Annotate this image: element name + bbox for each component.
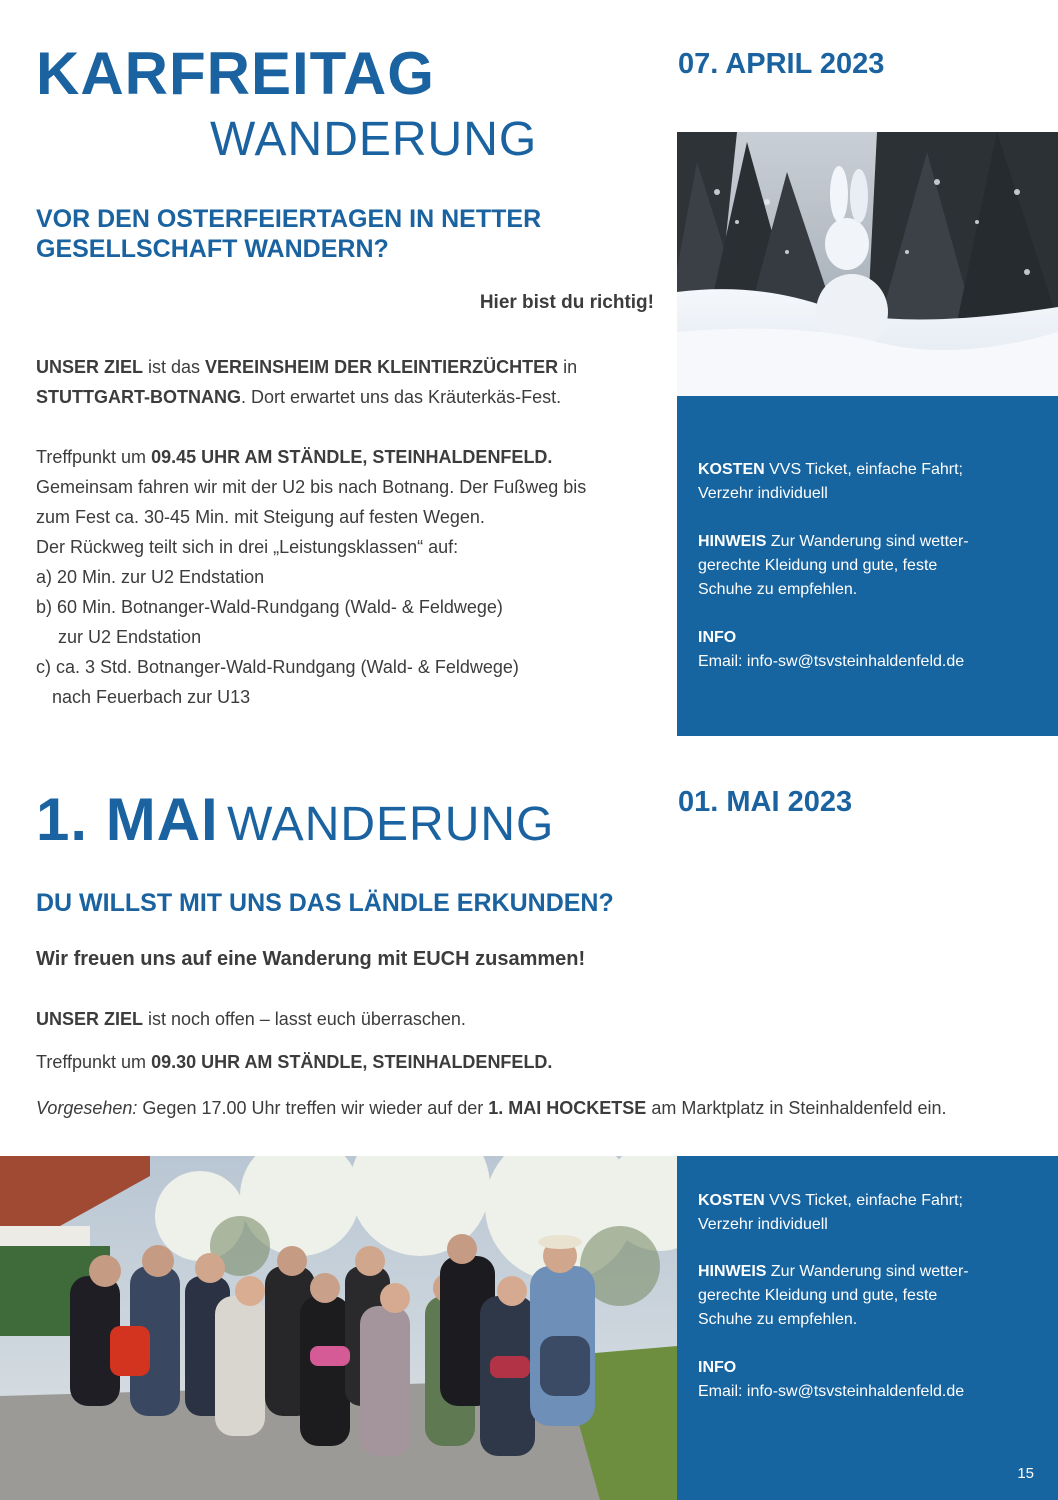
panel-hinweis xyxy=(698,530,1048,602)
kosten-label: KOSTEN xyxy=(698,1192,765,1209)
karfreitag-subtitle-line2: GESELLSCHAFT WANDERN? xyxy=(36,235,389,263)
treff-line: zur U2 Endstation xyxy=(58,627,202,647)
info-label: INFO xyxy=(698,1359,737,1376)
treff-line: Gemeinsam fahren wir mit der U2 bis nach Botnang. Der Fußweg bis xyxy=(36,477,587,497)
panel-hinweis xyxy=(698,1260,1048,1332)
karfreitag-treffpunkt xyxy=(36,442,656,712)
treff-line: c) ca. 3 Std. Botnanger-Wald-Rundgang (Wald- & Feldwege) xyxy=(36,657,519,677)
vorgesehen-label: Vorgesehen: xyxy=(36,1098,138,1118)
ziel-text2: in xyxy=(558,357,578,377)
mai-title xyxy=(36,786,555,853)
karfreitag-title: KARFREITAG xyxy=(36,40,435,107)
treff-prefix: Treffpunkt um xyxy=(36,447,152,467)
mai-ziel-label: UNSER ZIEL xyxy=(36,1009,144,1029)
panel-kosten xyxy=(698,458,1048,506)
info-email-link[interactable]: Email: info-sw@tsvsteinhaldenfeld.de xyxy=(698,1383,965,1400)
panel-kosten xyxy=(698,1189,1048,1237)
snow-bunny-photo xyxy=(677,132,1058,396)
karfreitag-subtitle xyxy=(36,204,541,264)
ziel-text3: . Dort erwartet uns das Kräuterkäs-Fest. xyxy=(240,387,562,407)
treff-line: Der Rückweg teilt sich in drei „Leistungsklassen“ auf: xyxy=(36,537,459,557)
mai-vorgesehen xyxy=(36,1093,1036,1123)
karfreitag-tagline: Hier bist du richtig! xyxy=(479,292,654,313)
karfreitag-ziel xyxy=(36,352,656,412)
mai-date: 01. MAI 2023 xyxy=(678,786,853,818)
group-photo xyxy=(0,1156,677,1500)
mai-title-bold: 1. MAI xyxy=(36,786,219,853)
page-number: 15 xyxy=(1017,1465,1034,1482)
mai-treff-prefix: Treffpunkt um xyxy=(36,1052,152,1072)
panel-info xyxy=(698,1356,1048,1404)
panel-info xyxy=(698,626,1048,674)
kosten-text2: Verzehr individuell xyxy=(698,485,828,502)
mai-ziel-text: ist noch offen – lasst euch überraschen. xyxy=(143,1009,466,1029)
info-label: INFO xyxy=(698,629,737,646)
mai-treffpunkt xyxy=(36,1047,552,1077)
mai-treff-place: 09.30 UHR AM STÄNDLE, STEINHALDENFELD. xyxy=(151,1052,553,1072)
mai-tagline: Wir freuen uns auf eine Wanderung mit EUCH zusammen! xyxy=(36,948,586,970)
kosten-text: VVS Ticket, einfache Fahrt; xyxy=(764,1192,963,1209)
ziel-city: STUTTGART-BOTNANG xyxy=(36,387,241,407)
kosten-text: VVS Ticket, einfache Fahrt; xyxy=(764,461,963,478)
karfreitag-date: 07. APRIL 2023 xyxy=(678,48,885,80)
mai-subtitle: DU WILLST MIT UNS DAS LÄNDLE ERKUNDEN? xyxy=(36,889,614,917)
ziel-text1: ist das xyxy=(143,357,206,377)
hinweis-label: HINWEIS xyxy=(698,533,767,550)
treff-line: b) 60 Min. Botnanger-Wald-Rundgang (Wald- & Feldwege) xyxy=(36,597,503,617)
hinweis-text3: Schuhe zu empfehlen. xyxy=(698,581,858,598)
vorgesehen-event: 1. MAI HOCKETSE xyxy=(488,1098,647,1118)
ziel-place: VEREINSHEIM DER KLEINTIERZÜCHTER xyxy=(205,357,559,377)
treff-line: nach Feuerbach zur U13 xyxy=(52,687,251,707)
hinweis-text2: gerechte Kleidung und gute, feste xyxy=(698,1287,938,1304)
kosten-label: KOSTEN xyxy=(698,461,765,478)
treff-line: zum Fest ca. 30-45 Min. mit Steigung auf festen Wegen. xyxy=(36,507,485,527)
kosten-text2: Verzehr individuell xyxy=(698,1216,828,1233)
hinweis-text: Zur Wanderung sind wetter- xyxy=(766,533,969,550)
mai-ziel xyxy=(36,1004,466,1034)
hinweis-text2: gerechte Kleidung und gute, feste xyxy=(698,557,938,574)
info-email-link[interactable]: Email: info-sw@tsvsteinhaldenfeld.de xyxy=(698,653,965,670)
hinweis-text3: Schuhe zu empfehlen. xyxy=(698,1311,858,1328)
vorgesehen-text2: am Marktplatz in Steinhaldenfeld ein. xyxy=(646,1098,947,1118)
karfreitag-info-panel xyxy=(677,396,1058,736)
treff-place: 09.45 UHR AM STÄNDLE, STEINHALDENFELD. xyxy=(151,447,553,467)
treff-line: a) 20 Min. zur U2 Endstation xyxy=(36,567,265,587)
hinweis-label: HINWEIS xyxy=(698,1263,767,1280)
vorgesehen-text1: Gegen 17.00 Uhr treffen wir wieder auf der xyxy=(137,1098,489,1118)
karfreitag-title-sub: WANDERUNG xyxy=(210,113,538,166)
karfreitag-subtitle-line1: VOR DEN OSTERFEIERTAGEN IN NETTER xyxy=(36,205,542,233)
hinweis-text: Zur Wanderung sind wetter- xyxy=(766,1263,969,1280)
ziel-label: UNSER ZIEL xyxy=(36,357,144,377)
mai-title-light: WANDERUNG xyxy=(227,798,555,851)
mai-info-panel xyxy=(677,1156,1058,1500)
